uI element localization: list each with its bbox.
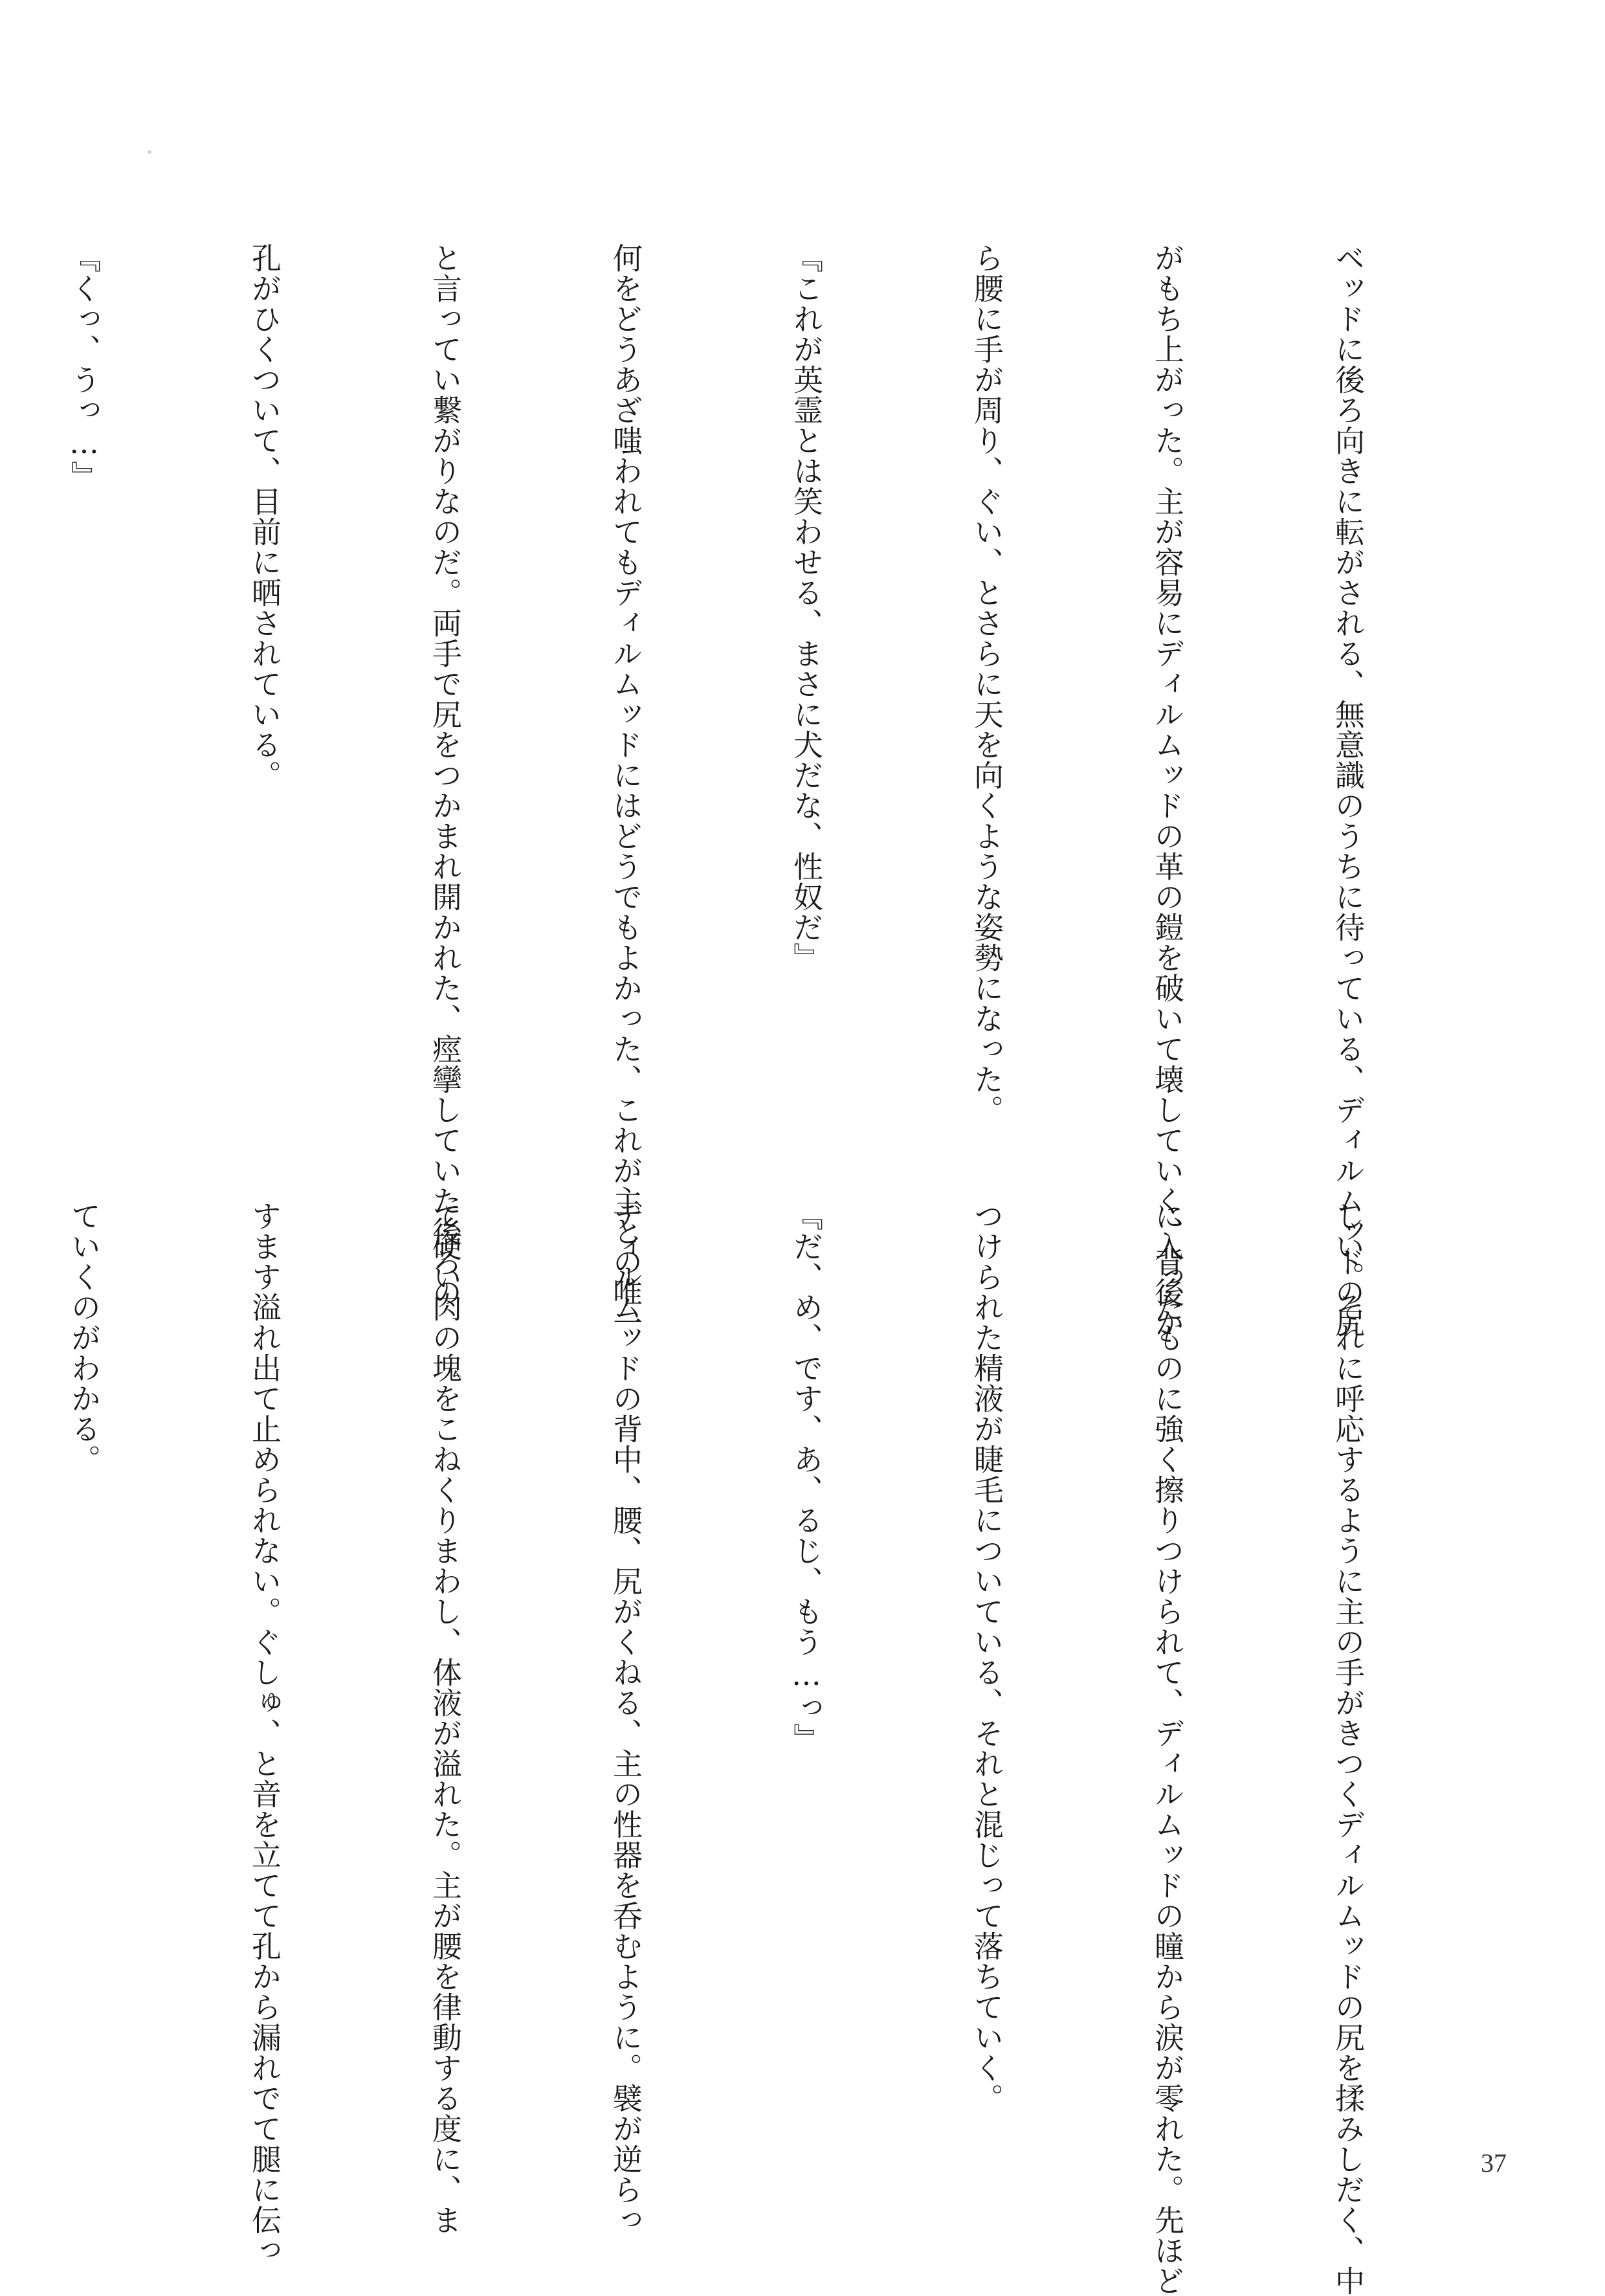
text-line: しい。それに呼応するように主の手がきつくディルムッドの尻を揉みしだく、中 bbox=[1331, 1201, 1366, 2296]
text-line: 何をどうあざ嗤われてもディルムッドにはどうでもよかった、これが主との唯一 bbox=[608, 243, 643, 1338]
text-line: 『だ、め、です、あ、るじ、もう…っ』 bbox=[789, 1201, 824, 1754]
text-line: ディルムッドの背中、腰、尻がくねる、主の性器を呑むように。襞が逆らっ bbox=[608, 1201, 643, 2235]
text-line: ベッドに後ろ向きに転がされる、無意識のうちに待っている、ディルムッドの尻 bbox=[1331, 243, 1366, 1338]
text-line: 『これが英霊とは笑わせる、まさに犬だな、性奴だ』 bbox=[789, 243, 824, 973]
page-number: 37 bbox=[1481, 2148, 1507, 2178]
text-line: 『くっ、うっ…』 bbox=[67, 243, 102, 491]
text-line: ら腰に手が周り、ぐい、とさらに天を向くような姿勢になった。 bbox=[969, 243, 1004, 1125]
text-line: つけられた精液が睫毛についている、それと混じって落ちていく。 bbox=[969, 1201, 1004, 2113]
text-line: て硬い肉の塊をこねくりまわし、体液が溢れた。主が腰を律動する度に、ま bbox=[428, 1201, 463, 2235]
text-line: に入ったものに強く擦りつけられて、ディルムッドの瞳から涙が零れた。先ほど bbox=[1150, 1201, 1185, 2296]
text-line: ていくのがわかる。 bbox=[67, 1201, 102, 1475]
text-line: と言ってい繋がりなのだ。両手で尻をつかまれ開かれた、痙攣していた後ろの bbox=[428, 243, 463, 1308]
text-line: がもち上がった。主が容易にディルムッドの革の鎧を破いて壊していく、背後か bbox=[1150, 243, 1185, 1338]
text-line: 孔がひくついて、目前に晒されている。 bbox=[247, 243, 282, 790]
text-line: すます溢れ出て止められない。ぐしゅ、と音を立てて孔から漏れでて腿に伝っ bbox=[247, 1201, 282, 2266]
paper-fleck bbox=[148, 150, 151, 154]
